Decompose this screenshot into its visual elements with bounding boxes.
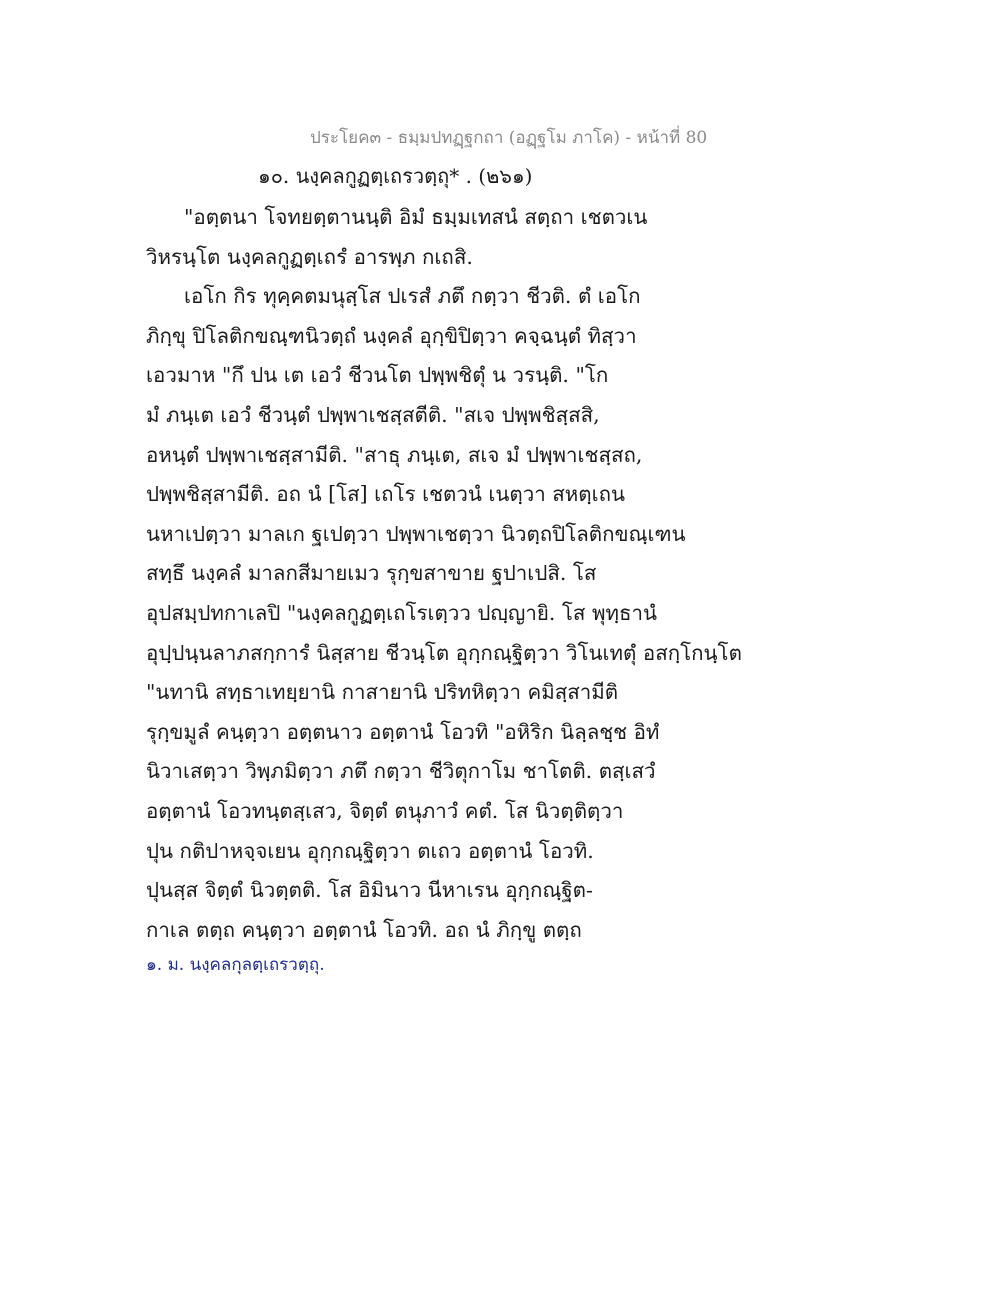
text-line: ปพฺพชิสฺสามีติ. อถ นํ [โส] เถโร เชตวนํ เนตฺวา สหตฺเถน: [146, 482, 626, 507]
text-line: วิหรนฺโต นงฺคลกูฏตฺเถรํ อารพฺภ กเถสิ.: [146, 244, 473, 269]
text-line: นหาเปตฺวา มาลเก ฐเปตฺวา ปพฺพาเชตฺวา นิวตฺถปิโลติกขณฺเฑน: [146, 521, 686, 546]
text-line: เอโก กิร ทุคฺคตมนุสฺโส ปเรสํ ภตึ กตฺวา ชีวติ. ตํ เอโก: [184, 284, 641, 309]
story-title: ๑๐. นงฺคลกูฏตฺเถรวตฺถุ* . (๒๖๑): [258, 164, 533, 188]
text-line: มํ ภนฺเต เอวํ ชีวนฺตํ ปพฺพาเชสฺสตีติ. "สเจ ปพฺพชิสฺสสิ,: [146, 402, 600, 427]
running-head: ประโยค๓ - ธมฺมปทฏฺฐกถา (อฏฺฐโม ภาโค) - หน้าที่ 80: [310, 128, 708, 148]
body-text: [146, 198, 742, 950]
text-line: ภิกฺขุ ปิโลติกขณฺฑนิวตฺถํ นงฺคลํ อุกฺขิปิตฺวา คจฺฉนฺตํ ทิสฺวา: [146, 323, 637, 348]
text-line: นิวาเสตฺวา วิพฺภมิตฺวา ภตึ กตฺวา ชีวิตุกาโม ชาโตติ. ตสฺเสวํ: [146, 759, 656, 784]
text-line: "นทานิ สทฺธาเทยฺยานิ กาสายานิ ปริทหิตฺวา คมิสฺสามีติ: [146, 680, 619, 705]
text-line: รุกฺขมูลํ คนฺตฺวา อตฺตนาว อตฺตานํ โอวทิ "อหิริก นิลฺลชฺช อิทํ: [146, 719, 660, 744]
text-line: ปุน กติปาหจฺจเยน อุกฺกณฺฐิตฺวา ตเถว อตฺตานํ โอวทิ.: [146, 838, 594, 863]
text-line: ปุนสฺส จิตฺตํ นิวตฺตติ. โส อิมินาว นีหาเรน อุกฺกณฺฐิต-: [146, 878, 593, 903]
text-line: อุปฺปนฺนลาภสกฺการํ นิสฺสาย ชีวนฺโต อุกฺกณฺฐิตฺวา วิโนเทตุํ อสกฺโกนฺโต: [146, 640, 742, 665]
text-line: เอวมาห "กึ ปน เต เอวํ ชีวนโต ปพฺพชิตุํ น วรนฺติ. "โก: [146, 363, 609, 388]
text-line: "อตฺตนา โจทยตฺตานนฺติ อิมํ ธมฺมเทสนํ สตฺถา เชตวเน: [184, 205, 648, 229]
text-line: อหนฺตํ ปพฺพาเชสฺสามีติ. "สาธุ ภนฺเต, สเจ มํ ปพฺพาเชสฺสถ,: [146, 442, 643, 467]
text-line: สทฺธึ นงฺคลํ มาลกสีมายเมว รุกฺขสาขาย ฐปาเปสิ. โส: [146, 561, 597, 586]
text-line: อตฺตานํ โอวทนฺตสฺเสว, จิตฺตํ ตนุภาวํ คตํ. โส นิวตฺติตฺวา: [146, 798, 624, 823]
text-line: อุปสมฺปทกาเลปิ "นงฺคลกูฏตฺเถโรเตฺวว ปญฺญายิ. โส พุทฺธานํ: [146, 600, 658, 625]
footnote: ๑. ม. นงฺคลกุลตฺเถรวตฺถุ.: [146, 955, 325, 975]
text-line: กาเล ตตฺถ คนฺตฺวา อตฺตานํ โอวทิ. อถ นํ ภิกฺขู ตตฺถ: [146, 917, 582, 942]
